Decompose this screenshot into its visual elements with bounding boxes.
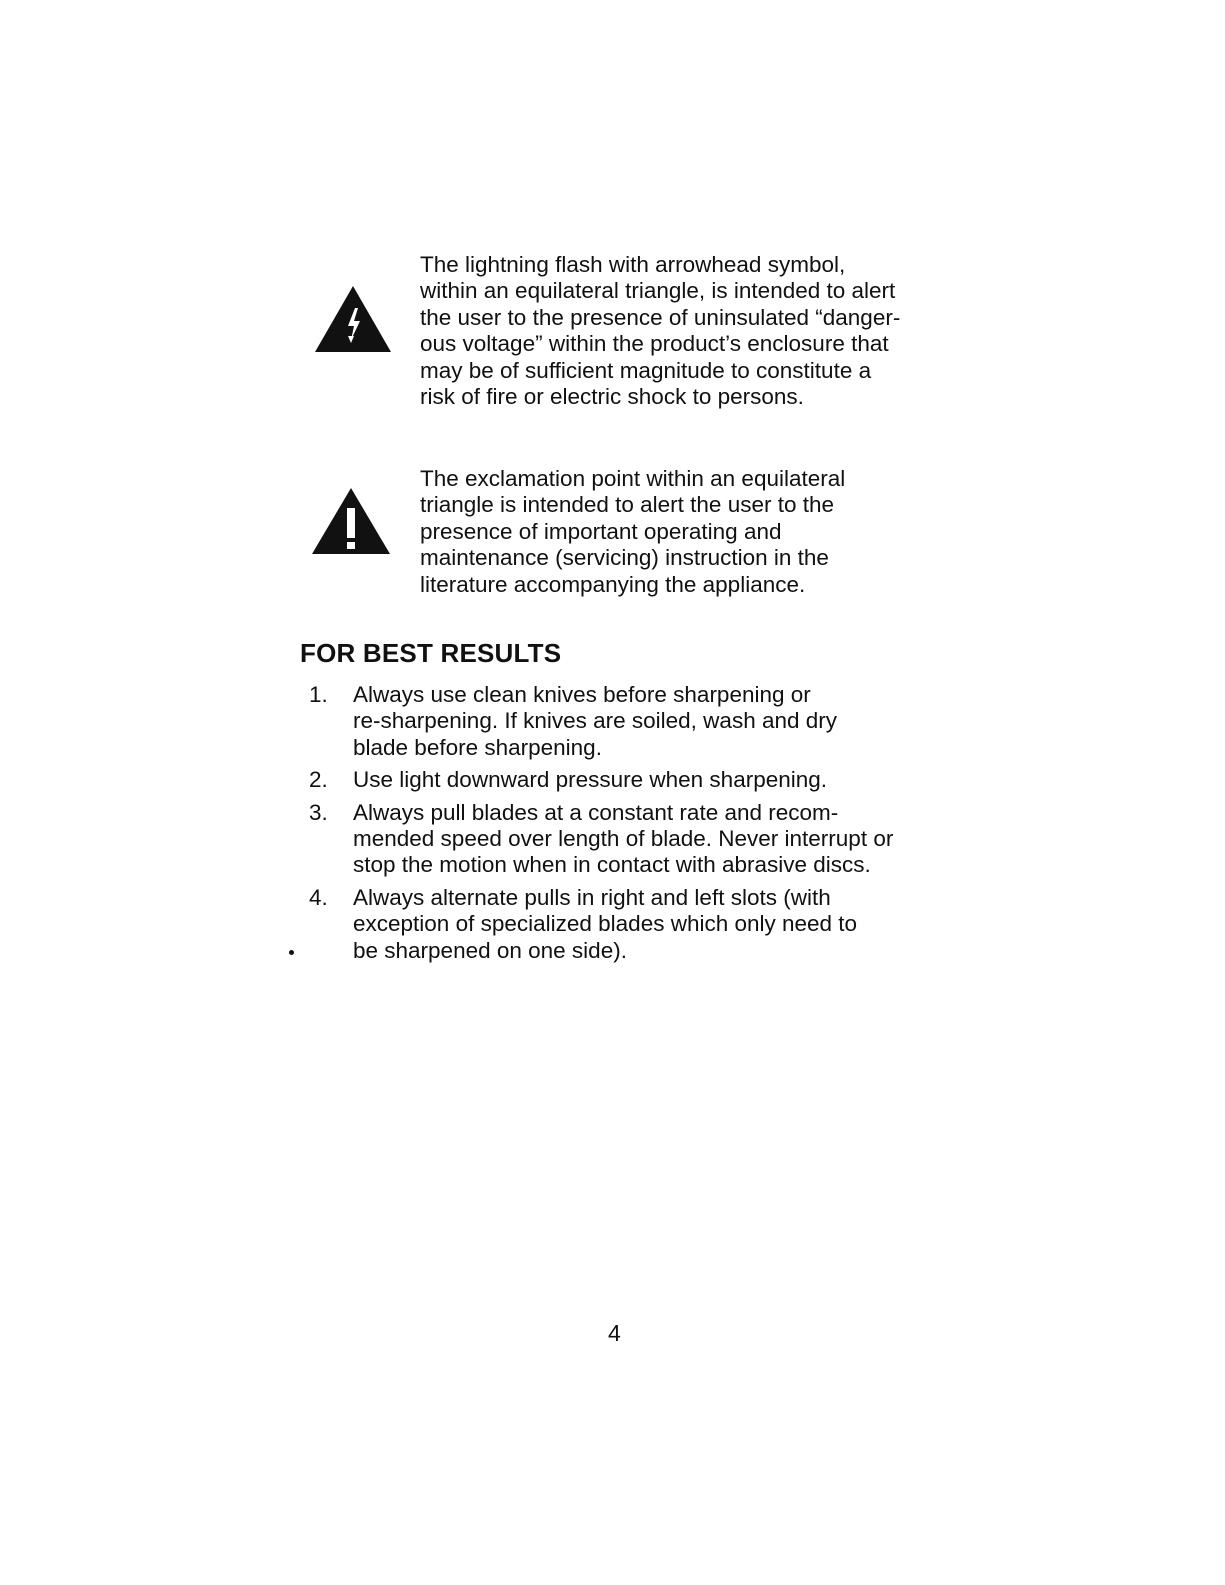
- list-item: [300, 885, 893, 964]
- text-line: Always alternate pulls in right and left slots (with: [353, 884, 831, 910]
- text-line: stop the motion when in contact with abrasive discs.: [353, 852, 871, 878]
- lightning-symbol-description: [420, 252, 900, 410]
- list-item-number: 3.: [309, 799, 328, 825]
- page-number: 4: [608, 1320, 621, 1346]
- scan-speck: [289, 950, 294, 955]
- section-heading: FOR BEST RESULTS: [300, 638, 562, 668]
- best-results-list: [300, 682, 893, 970]
- text-line: re-sharpening. If knives are soiled, wash and dry: [353, 708, 838, 734]
- list-item: [300, 682, 893, 761]
- text-line: exception of specialized blades which only need to: [353, 911, 858, 937]
- text-line: be sharpened on one side).: [353, 937, 627, 963]
- text-line: mended speed over length of blade. Never interrupt or: [353, 826, 894, 852]
- exclamation-symbol-description: [420, 466, 845, 598]
- list-item: [300, 767, 893, 793]
- exclamation-warning-icon: [312, 488, 390, 559]
- list-item-number: 1.: [309, 682, 328, 707]
- text-line: risk of fire or electric shock to persons.: [420, 384, 804, 410]
- list-item: [300, 800, 893, 879]
- text-line: within an equilateral triangle, is intended to alert: [420, 278, 896, 304]
- text-line: Use light downward pressure when sharpening.: [353, 767, 828, 793]
- text-line: triangle is intended to alert the user to the: [420, 492, 835, 518]
- list-item-number: 2.: [309, 767, 328, 793]
- text-line: ous voltage” within the product’s enclosure that: [420, 331, 889, 357]
- text-line: The exclamation point within an equilateral: [420, 466, 846, 491]
- list-item-number: 4.: [309, 884, 328, 910]
- text-line: presence of important operating and: [420, 518, 782, 544]
- text-line: The lightning flash with arrowhead symbol,: [420, 252, 846, 277]
- text-line: may be of sufficient magnitude to constitute a: [420, 357, 872, 383]
- text-line: literature accompanying the appliance.: [420, 571, 806, 597]
- text-line: Always use clean knives before sharpening or: [353, 682, 811, 707]
- lightning-warning-icon: [315, 286, 391, 357]
- text-line: blade before sharpening.: [353, 734, 602, 760]
- text-line: the user to the presence of uninsulated “danger-: [420, 304, 901, 330]
- text-line: maintenance (servicing) instruction in the: [420, 545, 829, 571]
- text-line: Always pull blades at a constant rate and recom-: [353, 799, 839, 825]
